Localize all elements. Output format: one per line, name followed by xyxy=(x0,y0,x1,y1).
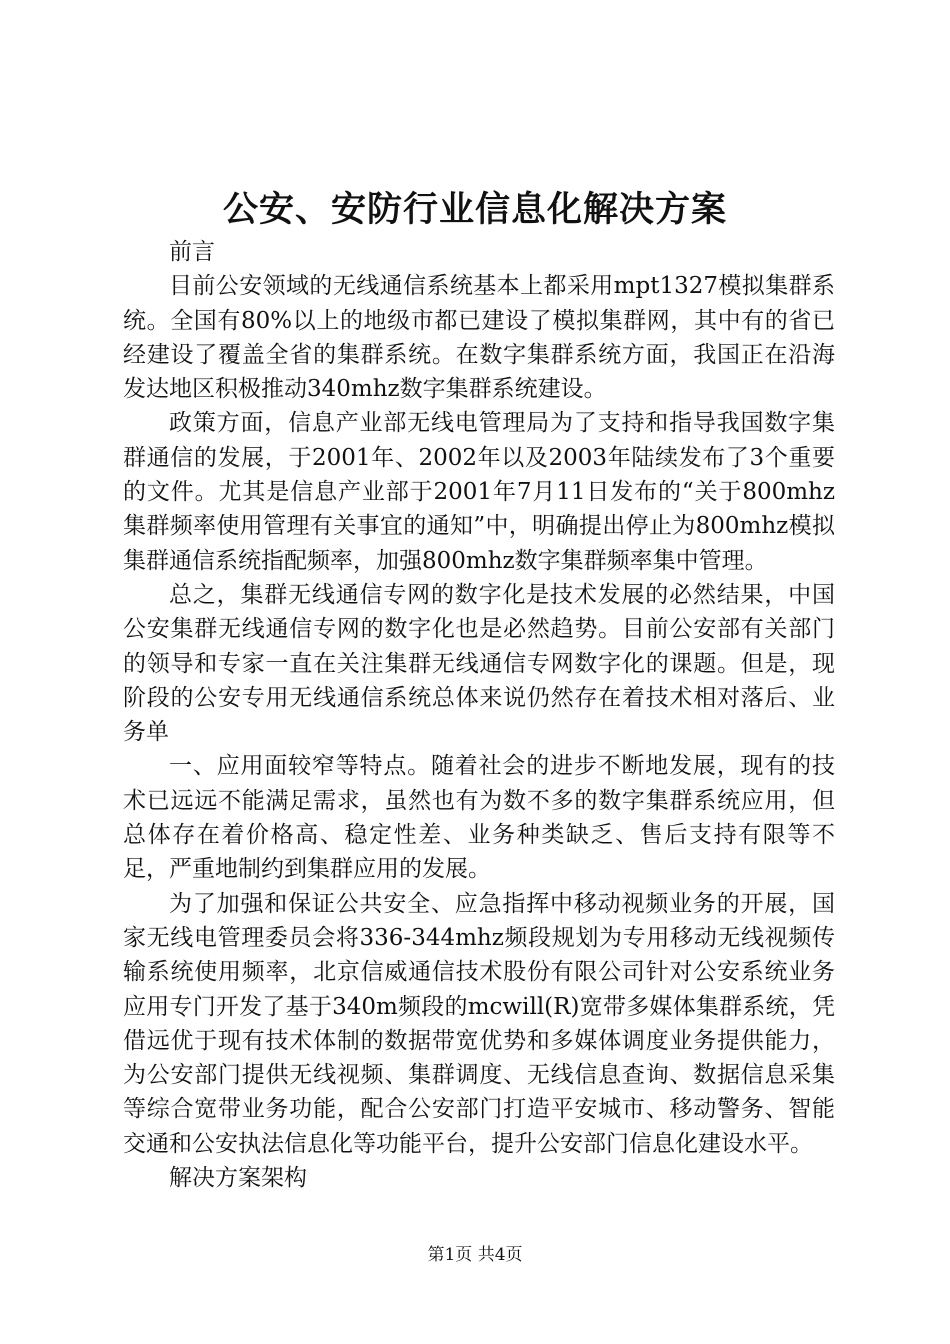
paragraph: 目前公安领域的无线通信系统基本上都采用mpt1327模拟集群系统。全国有80%以上的地级市都已建设了模拟集群网，其中有的省已经建设了覆盖全省的集群系统。在数字集群系统方面，我国正在沿海发达地区积极推动340mhz数字集群系统建设。 xyxy=(123,273,835,403)
page-footer: 第1页 共4页 xyxy=(427,1245,523,1265)
paragraph: 政策方面，信息产业部无线电管理局为了支持和指导我国数字集群通信的发展，于2001年、2002年以及2003年陆续发布了3个重要的文件。尤其是信息产业部于2001年7月11日发布的“关于800mhz集群频率使用管理有关事宜的通知”中，明确提出停止为800mhz模拟集群通信系统指配频率，加强800mhz数字集群频率集中管理。 xyxy=(123,410,835,574)
paragraph: 一、应用面较窄等特点。随着社会的进步不断地发展，现有的技术已远远不能满足需求，虽然也有为数不多的数字集群系统应用，但总体存在着价格高、稳定性差、业务种类缺乏、售后支持有限等不足，严重地制约到集群应用的发展。 xyxy=(123,753,835,883)
document-title: 公安、安防行业信息化解决方案 xyxy=(222,189,727,230)
paragraph-solution-heading: 解决方案架构 xyxy=(169,1165,307,1192)
paragraph: 为了加强和保证公共安全、应急指挥中移动视频业务的开展，国家无线电管理委员会将336-344mhz频段规划为专用移动无线视频传输系统使用频率，北京信威通信技术股份有限公司针对公安系统业务应用专门开发了基于340m频段的mcwill(R)宽带多媒体集群系统，凭借远优于现有技术体制的数据带宽优势和多媒体调度业务提供能力，为公安部门提供无线视频、集群调度、无线信息查询、数据信息采集等综合宽带业务功能，配合公安部门打造平安城市、移动警务、智能交通和公安执法信息化等功能平台，提升公安部门信息化建设水平。 xyxy=(123,890,835,1157)
document-body xyxy=(123,235,835,1195)
paragraph: 总之，集群无线通信专网的数字化是技术发展的必然结果，中国公安集群无线通信专网的数字化也是必然趋势。目前公安部有关部门的领导和专家一直在关注集群无线通信专网数字化的课题。但是，现阶段的公安专用无线通信系统总体来说仍然存在着技术相对落后、业务单 xyxy=(123,581,835,746)
paragraph-preface-heading: 前言 xyxy=(169,239,215,265)
